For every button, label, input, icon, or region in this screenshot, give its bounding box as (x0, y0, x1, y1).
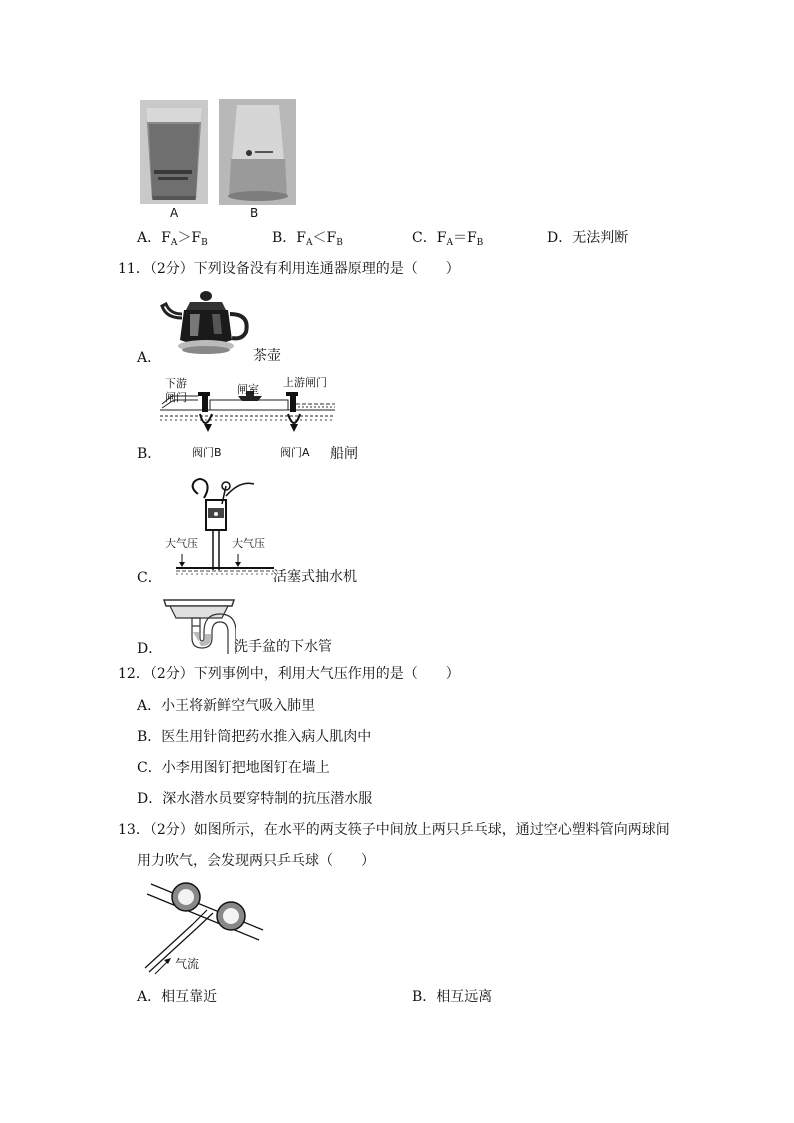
cup-b-drawing (219, 99, 296, 205)
q11-option-a-letter[interactable]: A． (137, 350, 162, 366)
q10-option-d[interactable]: D．无法判断 (547, 230, 629, 246)
piston-pump-diagram (170, 474, 280, 578)
q10-option-c[interactable]: C．$F_A=F_B$ (412, 230, 484, 248)
q11-option-d-caption: 洗手盆的下水管 (234, 639, 332, 655)
q12-option-b[interactable]: B．医生用针筒把药水推入病人肌肉中 (137, 729, 372, 745)
q12-stem: 12．（2分）下列事例中，利用大气压作用的是（ ） (118, 666, 460, 682)
cup-photo-a (140, 100, 208, 204)
label-lock-chamber: 闸室 (237, 383, 259, 396)
q13-option-b[interactable]: B．相互远离 (412, 989, 493, 1005)
q12-option-d[interactable]: D．深水潜水员要穿特制的抗压潜水服 (137, 791, 373, 807)
q12-option-a[interactable]: A．小王将新鲜空气吸入肺里 (137, 698, 316, 714)
teapot-illustration (160, 288, 252, 360)
sink-drain-diagram (162, 596, 236, 654)
q13-stem-line1: 13．（2分）如图所示，在水平的两支筷子中间放上两只乒乓球，通过空心塑料管向两球间 (118, 822, 670, 838)
q13-option-a[interactable]: A．相互靠近 (137, 989, 218, 1005)
photo-a-label: A (170, 206, 179, 220)
label-valve-b: 阀门B (192, 446, 222, 459)
label-atm-left: 大气压 (165, 537, 198, 550)
label-atm-right: 大气压 (232, 537, 265, 550)
cup-photo-b (219, 99, 296, 205)
label-downstream-1: 下游 (165, 377, 187, 390)
q11-option-d-letter[interactable]: D． (137, 641, 163, 657)
q11-option-b-letter[interactable]: B． (137, 446, 162, 462)
q11-option-c-letter[interactable]: C． (137, 570, 162, 586)
label-valve-a: 阀门A (280, 446, 310, 459)
q10-option-b[interactable]: B．$F_A<F_B$ (272, 230, 343, 248)
cup-a-drawing (140, 100, 208, 204)
q10-option-a[interactable]: A．$F_A>F_B$ (137, 230, 208, 248)
airflow-label: 气流 (175, 957, 200, 971)
label-downstream-2: 闸门 (165, 391, 187, 404)
ping-pong-diagram (135, 880, 270, 975)
label-upstream-gate: 上游闸门 (283, 376, 327, 389)
q11-option-a-caption: 茶壶 (253, 348, 281, 364)
q11-stem: 11．（2分）下列设备没有利用连通器原理的是（ ） (118, 261, 460, 277)
q13-stem-line2: 用力吹气，会发现两只乒乓球（ ） (137, 853, 375, 869)
q12-option-c[interactable]: C．小李用图钉把地图钉在墙上 (137, 760, 330, 776)
q11-option-b-caption: 船闸 (330, 446, 358, 462)
q11-option-c-caption: 活塞式抽水机 (273, 569, 357, 585)
photo-b-label: B (250, 206, 259, 220)
